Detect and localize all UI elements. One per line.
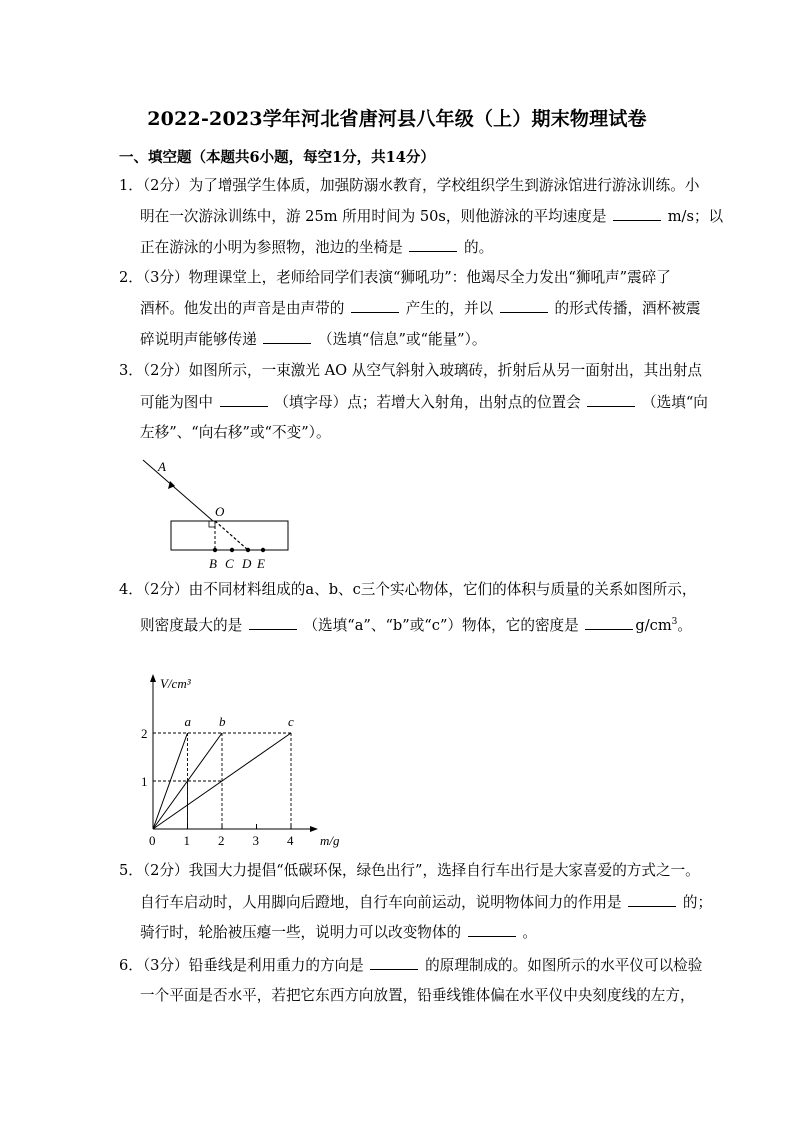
label-a: A	[158, 459, 166, 474]
q4-unit: g/cm	[635, 616, 672, 634]
q5-line-3	[140, 922, 537, 943]
label-b: B	[209, 556, 217, 571]
label-e: E	[257, 556, 265, 571]
q5-line-1: 5．（2分）我国大力提倡“低碳环保，绿色出行”，选择自行车出行是大家喜爱的方式之一。	[119, 862, 700, 879]
series-label-c: c	[288, 714, 294, 729]
q2-text: 产生的，并以	[405, 300, 494, 317]
q1-text: m/s；以	[667, 208, 724, 225]
label-c: C	[225, 556, 234, 571]
x-axis-label: m/g	[320, 833, 340, 848]
x-tick-label: 2	[218, 833, 225, 848]
q2-text: 酒杯。他发出的声音是由声带的	[140, 300, 345, 317]
section-heading: 一、填空题（本题共6小题，每空1分，共14分）	[119, 149, 435, 166]
q4-line-1: 4．（2分）由不同材料组成的a、b、c三个实心物体，它们的体积与质量的关系如图所示，	[119, 581, 697, 598]
q3-text: （填字母）点；若增大入射角，出射点的位置会	[274, 394, 581, 411]
q1-line-1: 1．（2分）为了增强学生体质，加强防溺水教育，学校组织学生到游泳馆进行游泳训练。小	[119, 177, 700, 194]
q1-text: 明在一次游泳训练中，游 25m 所用时间为 50s，则他游泳的平均速度是	[140, 208, 607, 225]
q5-text: 自行车启动时，人用脚向后蹬地，自行车向前运动，说明物体间力的作用是	[140, 894, 622, 911]
q6-text: 6．（3分）铅垂线是利用重力的方向是	[119, 957, 364, 974]
label-o: O	[215, 504, 225, 519]
q6-line-2: 一个平面是否水平，若把它东西方向放置，铅垂线锥体偏在水平仪中央刻度线的左方，	[140, 987, 695, 1004]
label-d: D	[242, 556, 252, 571]
y-tick-label: 2	[141, 726, 148, 741]
x-axis-arrow	[310, 826, 318, 832]
q3-text: 可能为图中	[140, 394, 213, 411]
x-tick-label: 0	[149, 833, 156, 848]
answer-blank	[628, 892, 676, 907]
answer-blank	[370, 955, 418, 970]
x-tick-label: 3	[252, 833, 259, 848]
y-axis-arrow	[150, 674, 156, 682]
y-axis-label: V/cm³	[160, 676, 191, 691]
page-title: 2022-2023学年河北省唐河县八年级（上）期末物理试卷	[147, 108, 647, 130]
q6-text: 的原理制成的。如图所示的水平仪可以检验	[425, 957, 703, 974]
q2-text: （选填“信息”或“能量”）。	[318, 331, 487, 348]
q4-unit-exp: 3	[671, 617, 678, 627]
q3-text: （选填“向	[642, 394, 708, 411]
q3-line-1: 3．（2分）如图所示，一束激光 AO 从空气斜射入玻璃砖，折射后从另一面射出，其出射点	[119, 362, 703, 379]
x-tick-label: 4	[287, 833, 294, 848]
q5-text: 骑行时，轮胎被压瘪一些，说明力可以改变物体的	[140, 924, 462, 941]
q2-line-1: 2．（3分）物理课堂上，老师给同学们表演“狮吼功”：他竭尽全力发出“狮吼声”震碎了	[119, 269, 671, 286]
q5-line-2	[140, 892, 712, 913]
q2-text: 碎说明声能够传递	[140, 331, 257, 348]
series-label-a: a	[184, 714, 191, 729]
x-tick-label: 1	[183, 833, 190, 848]
q2-text: 的形式传播，酒杯被震	[554, 300, 701, 317]
series-label-b: b	[219, 714, 226, 729]
q3-line-3: 左移”、“向右移”或“不变”）。	[140, 424, 331, 441]
y-tick-label: 1	[141, 774, 148, 789]
q4-text: 则密度最大的是	[140, 616, 243, 634]
q4-text: （选填“a”、“b”或“c”）物体，它的密度是	[303, 616, 579, 634]
q1-text: 正在游泳的小明为参照物，池边的坐椅是	[140, 239, 403, 256]
q5-text: 。	[522, 924, 537, 941]
q6-line-1	[119, 955, 702, 976]
q4-text: 。	[677, 616, 693, 634]
q1-text: 的。	[463, 239, 494, 256]
q5-text: 的；	[682, 894, 713, 911]
answer-blank	[468, 922, 516, 937]
